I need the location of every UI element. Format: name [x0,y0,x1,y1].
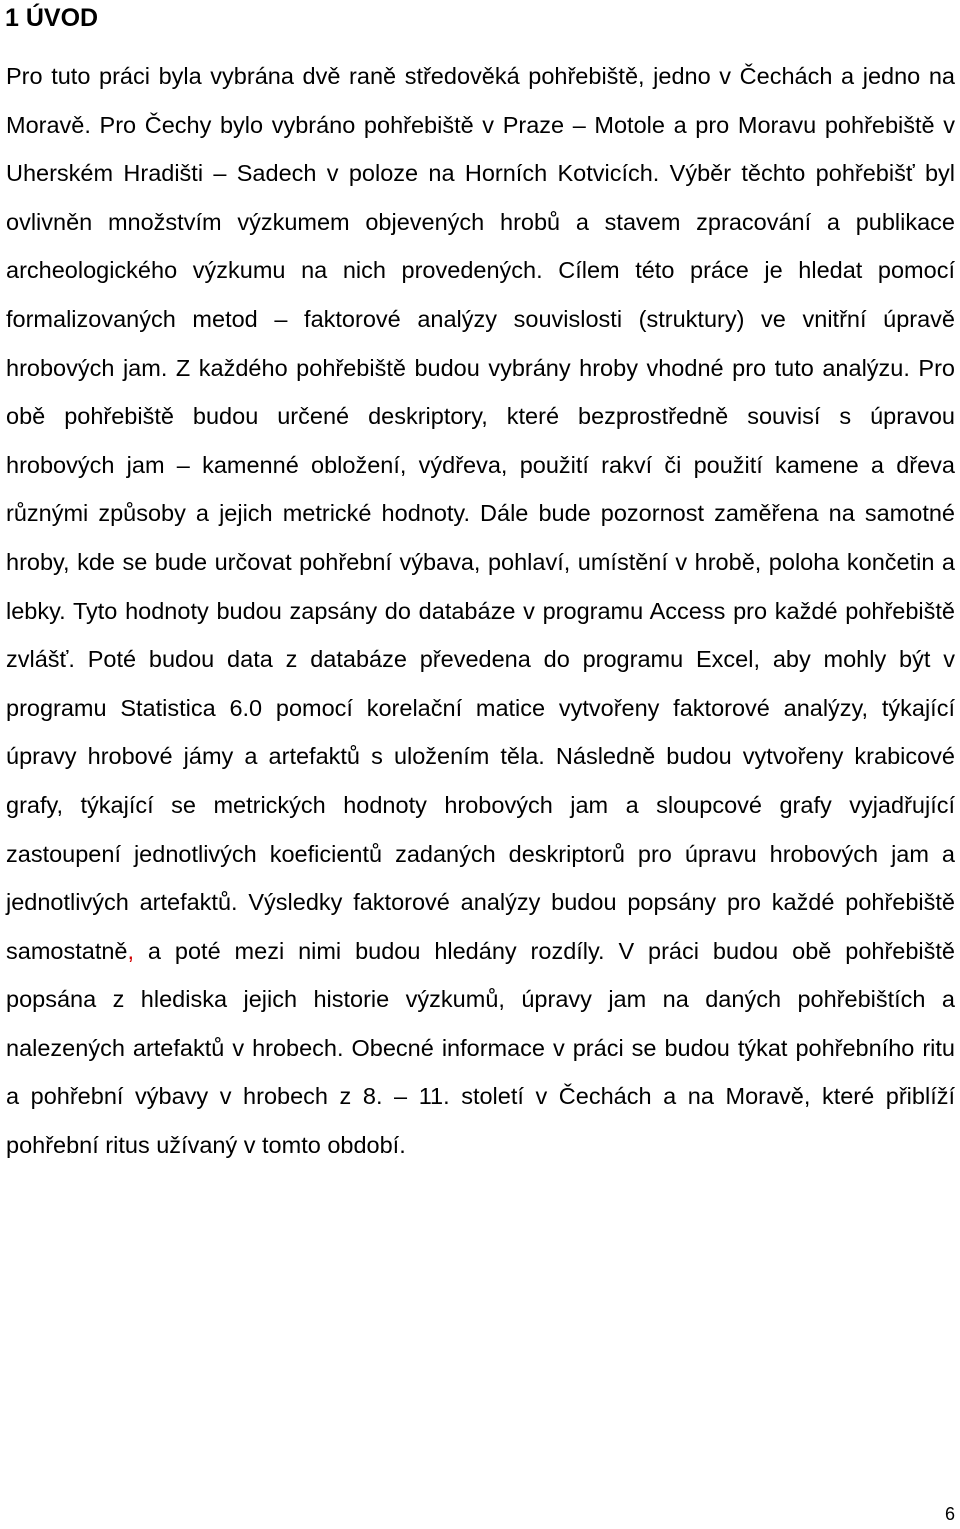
highlighted-comma: , [127,937,135,964]
page-number: 6 [944,1504,955,1524]
paragraph-text-end: a poté mezi nimi budou hledány rozdíly. V práci budou obě pohřebiště popsána z hlediska jejich historie výzkumů, úpravy jam na daných pohřebištích a nalezených artefaktů v hrobech. Obecné informace v práci se budou týkat pohřebního ritu a pohřební výbavy v hrobech z 8. – 11. století v Čechách a na Moravě, které přiblíží pohřební ritus užívaný v tomto období. [6,937,955,1159]
chapter-heading: 1 ÚVOD [5,4,99,32]
intro-paragraph [6,52,955,1170]
paragraph-text-main: Pro tuto práci byla vybrána dvě raně středověká pohřebiště, jedno v Čechách a jedno na Moravě. Pro Čechy bylo vybráno pohřebiště v Praze – Motole a pro Moravu pohřebiště v Uherském Hradišti – Sadech v poloze na Horních Kotvicích. Výběr těchto pohřebišť byl ovlivněn množstvím výzkumem objevených hrobů a stavem zpracování a publikace archeologického výzkumu na nich provedených. Cílem této práce je hledat pomocí formalizovaných metod – faktorové analýzy souvislosti (struktury) ve vnitřní úpravě hrobových jam. Z každého pohřebiště budou vybrány hroby vhodné pro tuto analýzu. Pro obě pohřebiště budou určené deskriptory, které bezprostředně souvisí s úpravou hrobových jam – kamenné obložení, výdřeva, použití rakví či použití kamene a dřeva různými způsoby a jejich metrické hodnoty. Dále bude pozornost zaměřena na samotné hroby, kde se bude určovat pohřební výbava, pohlaví, umístění v hrobě, poloha končetin a lebky. Tyto hodnoty budou zapsány do databáze v programu Access pro každé pohřebiště zvlášť. Poté budou data z databáze převedena do programu Excel, aby mohly být v programu Statistica 6.0 pomocí korelační matice vytvořeny faktorové analýzy, týkající úpravy hrobové jámy a artefaktů s uložením těla. Následně budou vytvořeny krabicové grafy, týkající se metrických hodnoty hrobových jam a sloupcové grafy vyjadřující zastoupení jednotlivých koeficientů zadaných deskriptorů pro úpravu hrobových jam a jednotlivých artefaktů. Výsledky faktorové analýzy budou popsány pro každé pohřebiště samostatně [6,63,955,964]
